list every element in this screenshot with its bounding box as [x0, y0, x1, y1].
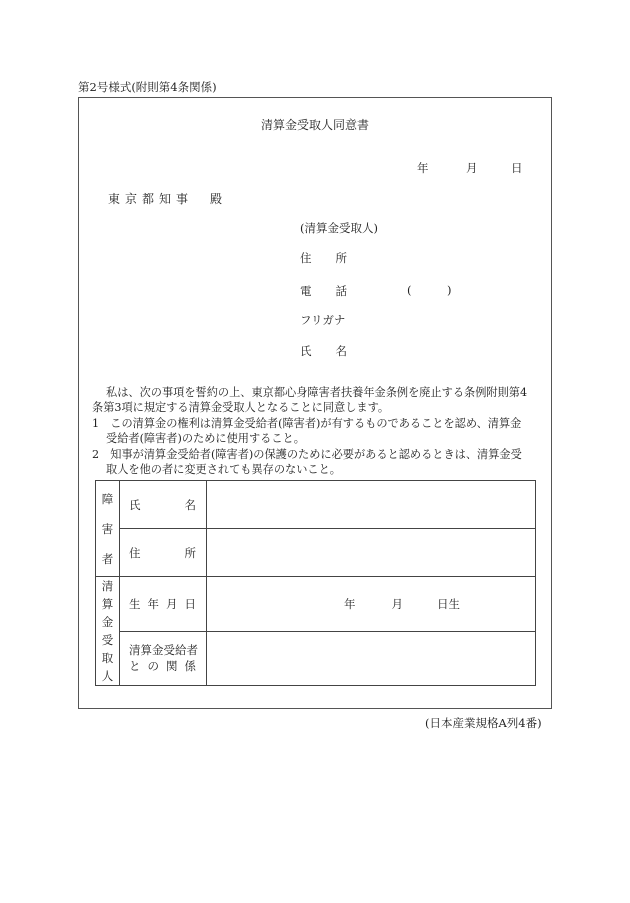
- paper-size-note: (日本産業規格A列4番): [425, 716, 542, 730]
- condition-1-line-2: 受給者(障害者)のために使用すること。: [106, 432, 305, 445]
- disabled-address-field[interactable]: [207, 529, 536, 577]
- recipient-phone-label: 電 話: [300, 284, 347, 298]
- consent-statement-line-2: 条第3項に規定する清算金受取人となることに同意します。: [92, 401, 390, 414]
- phone-area-close-paren: ): [447, 283, 452, 297]
- date-month-label: 月: [466, 161, 478, 175]
- phone-area-open-paren: (: [407, 283, 412, 297]
- disabled-name-field[interactable]: [207, 481, 536, 529]
- consent-statement-line-1: 私は、次の事項を誓約の上、東京都心身障害者扶養年金条例を廃止する条例附則第4: [106, 386, 528, 399]
- disabled-name-label: 氏 名: [120, 481, 207, 529]
- date-day-label: 日: [511, 161, 523, 175]
- recipient-furigana-label: フリガナ: [300, 313, 346, 327]
- recipient-heading: (清算金受取人): [300, 221, 378, 235]
- recipient-name-label: 氏 名: [300, 344, 347, 358]
- condition-1-line-1: 1 この清算金の権利は清算金受給者(障害者)が有するものであることを認め、清算金: [92, 417, 522, 430]
- document-title: 清算金受取人同意書: [260, 118, 369, 132]
- condition-2-line-2: 取人を他の者に変更されても異存のないこと。: [106, 463, 341, 476]
- birthdate-label: 生 年 月 日: [120, 577, 207, 632]
- relationship-label: 清 算 金 受 給 者 と の 関 係: [120, 631, 207, 686]
- condition-2-line-1: 2 知事が清算金受給者(障害者)の保護のために必要があると認めるときは、清算金受: [92, 448, 522, 461]
- details-table: [95, 480, 536, 686]
- recipient-address-label: 住 所: [300, 251, 347, 265]
- relationship-field[interactable]: [207, 631, 536, 686]
- addressee: 東京都知事 殿: [108, 192, 228, 206]
- birthdate-field[interactable]: 年 月 日生: [207, 577, 536, 632]
- disabled-address-label: 住 所: [120, 529, 207, 577]
- recipient-header: 清 算 金 受 取 人: [96, 577, 120, 686]
- form-number-label: 第2号様式(附則第4条関係): [78, 80, 217, 94]
- date-year-label: 年: [417, 161, 429, 175]
- disabled-person-header: 障 害 者: [96, 481, 120, 577]
